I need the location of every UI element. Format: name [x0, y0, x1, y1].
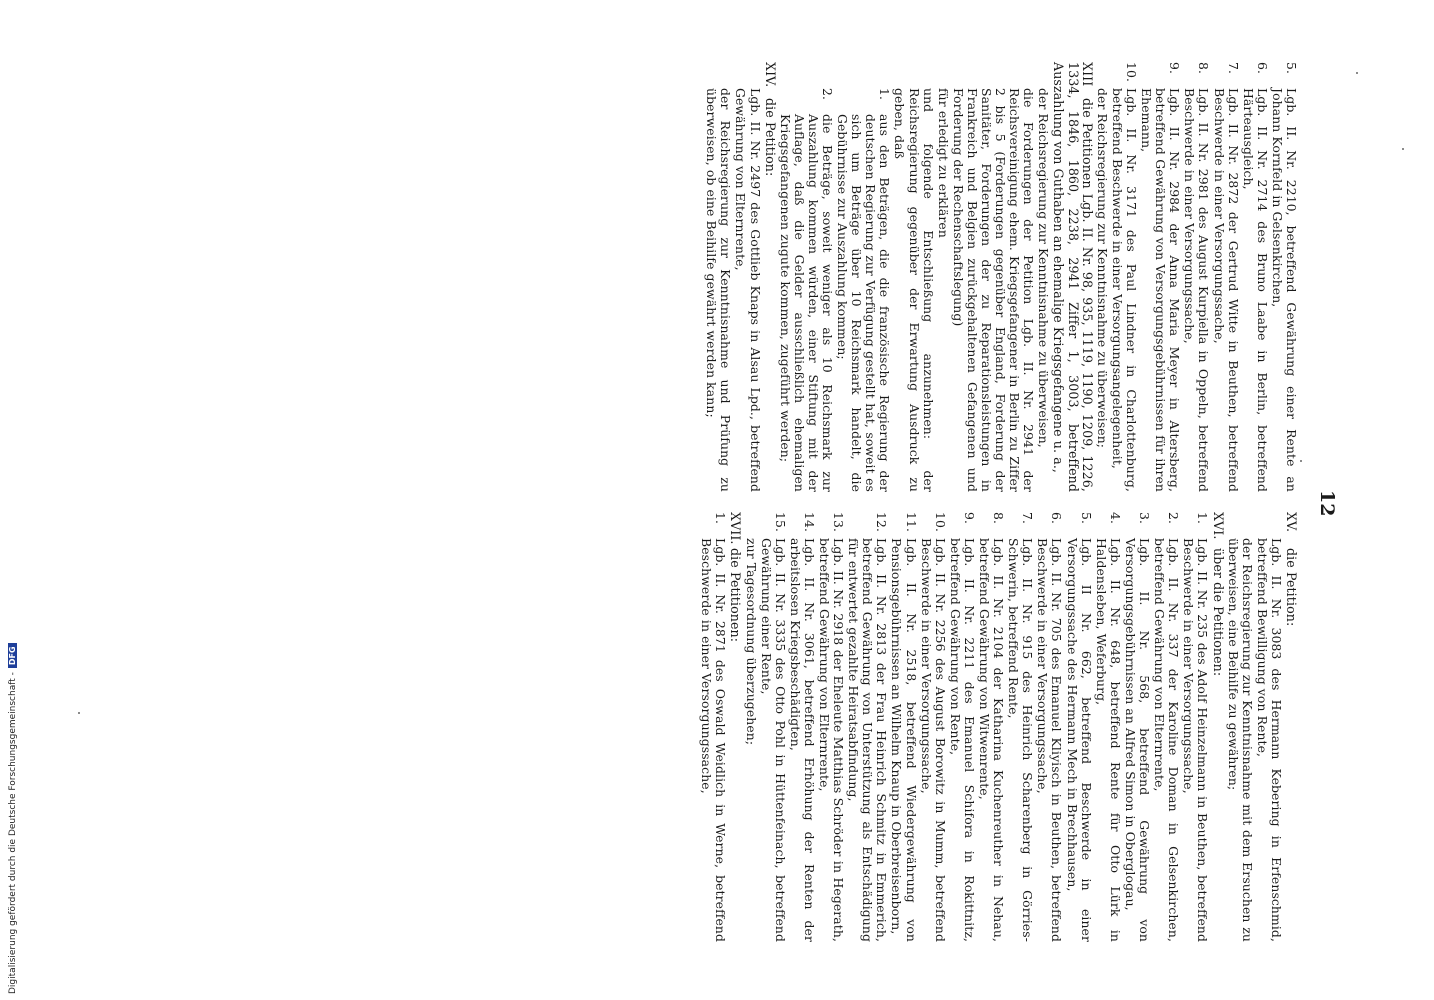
item-number: XIII [1079, 62, 1095, 87]
scan-speck [1356, 72, 1358, 74]
right-column-item [759, 512, 787, 942]
left-column-para [733, 62, 761, 492]
item-number: 4. [1107, 512, 1123, 525]
left-column-para [1095, 62, 1109, 492]
item-text: Lgb. II. Nr. 3335 des Otto Pohl in Hüttenfeinach, betreffend Gewährung einer Rente, [758, 538, 788, 942]
left-column-para [892, 62, 934, 492]
item-text: Lgb. II. Nr. 3171 des Paul Lindner in Charlottenburg, betreffend Beschwerde in einer Versorgungsangelegenheit, [1109, 88, 1139, 492]
item-text: zur Tagesordnung überzugehen; [743, 538, 759, 746]
item-text: der Reichsregierung zur Kenntnisnahme mit dem Ersuchen zu überweisen, eine Beihilfe zu gewähren; [1225, 538, 1255, 942]
item-text: Lgb. II. Nr. 2210, betreffend Gewährung einer Rente an Johann Kornfeld in Gelsenkirchen, [1269, 88, 1299, 492]
left-column-item [1270, 62, 1298, 492]
right-column-item [1181, 512, 1209, 942]
item-text: aus den Beträgen, die die französische Regierung der deutschen Regierung zur Verfügung gestellt hat, soweit es sich um Beträge über 10 Reichsmark handelt, die Gebührnisse zur Auszahlung kommen; [835, 114, 893, 492]
item-number: 1. [713, 512, 729, 525]
item-number: 5. [1284, 62, 1299, 75]
left-column-deep [835, 62, 891, 492]
item-text: Lgb. II. Nr. 2104 der Katharina Kuchenreuther in Nehau, betreffend Gewährung von Witwenrente, [977, 538, 1007, 942]
left-column-deep [778, 62, 834, 492]
right-column-item [889, 512, 917, 942]
item-number: 15. [772, 512, 788, 533]
item-number: 5. [1078, 512, 1094, 525]
scan-speck [78, 712, 80, 714]
item-text: der Reichsregierung zur Kenntnisnahme und Prüfung zu überweisen, ob eine Beihilfe gewährt werden kann; [704, 88, 734, 492]
item-text: die Petitionen: [728, 548, 744, 643]
item-text: Lgb. II. Nr. 337 der Karoline Doman in Gelsenkirchen, betreffend Gewährung von Elternrente, [1152, 538, 1182, 942]
left-column-para [936, 62, 950, 492]
item-number: 13. [831, 512, 847, 533]
item-text: der Reichsregierung zur Kenntnisnahme zu überweisen, [1036, 88, 1052, 448]
left-column-item [1110, 62, 1138, 492]
item-text: Lgb. II. Nr. 648, betreffend Rente für Otto Lürk in Haldensleben, Weferburg, [1093, 538, 1123, 942]
item-number: 11. [903, 512, 919, 533]
scan-speck [1402, 148, 1404, 150]
right-column-item [846, 512, 888, 942]
item-number: 9. [1167, 62, 1183, 75]
item-number: XIV. [762, 62, 778, 88]
item-number: 10. [932, 512, 948, 533]
right-column-heading [728, 512, 742, 942]
item-number: 7. [1225, 62, 1241, 75]
item-number: 2. [820, 88, 835, 101]
item-text: Lgb. II. Nr. 3083 des Hermann Kebering in Erfenschmid, betreffend Bewilligung von Rente, [1254, 538, 1284, 942]
item-text: Lgb. II. Nr. 568, betreffend Gewährung von Versorgungsgebührnissen an Alfred Simon in Oberglogau, [1122, 538, 1153, 942]
item-text: die Petition: [762, 98, 778, 177]
right-column-para [1255, 512, 1283, 942]
item-text: und folgende Entschließung anzunehmen: der Reichsregierung gegenüber der Erwartung Ausdruck zu geben, daß [892, 88, 936, 492]
left-column [703, 62, 1298, 492]
page-number: 12 [1316, 490, 1338, 517]
item-text: Lgb. II. Nr. 2871 des Oswald Weidlich in Werne, betreffend Beschwerde in einer Versorgungssache, [699, 538, 729, 942]
item-number: XV. [1284, 512, 1299, 533]
left-column-para [951, 62, 1036, 492]
left-column-item [1241, 62, 1269, 492]
item-text: Lgb. II. Nr. 2497 des Gottlieb Knaps in Alsau Lpd., betreffend Gewährung von Elternrente, [733, 88, 763, 492]
right-column-item [977, 512, 1005, 942]
left-column-para [704, 62, 732, 492]
right-column-item [817, 512, 845, 942]
item-text: die Petitionen Lgb. II. Nr. 98, 935, 1119, 1190, 1209, 1226, 1334, 1846, 1860, 2238, 2941 Ziffer 1, 3003, betreffend Auszahlung von Guthaben an ehemalige Kriegsgefangene u. a., [1051, 62, 1095, 492]
item-number: 1. [1195, 512, 1211, 525]
item-text: Lgb. II. Nr. 3061, betreffend Erhöhung der Renten der arbeitslosen Kriegsbeschädigten, [787, 538, 817, 942]
item-number: 2. [1166, 512, 1182, 525]
scan-speck [1300, 460, 1302, 462]
right-column-item [1065, 512, 1093, 942]
item-number: 12. [874, 512, 890, 533]
item-text: die Beträge, soweit weniger als 10 Reichsmark zur Auszahlung kommen würden, einer Stiftung mit der Auflage, daß die Gelder ausschließlich ehemaligen Kriegsgefangenen zugute kommen, zugeführt werden; [777, 114, 835, 492]
item-text: für erledigt zu erklären [935, 88, 951, 238]
item-number: 6. [1254, 62, 1270, 75]
digitization-credit [8, 643, 18, 994]
left-column-item [1182, 62, 1210, 492]
right-column-item [699, 512, 727, 942]
item-text: Lgb. II. Nr. 2981 des August Kurpiella in Oppeln, betreffend Beschwerde in einer Versorgungssache, [1182, 88, 1212, 492]
dfg-logo: DFG [8, 643, 17, 668]
item-text: über die Petitionen: [1210, 548, 1226, 677]
right-column-item [1035, 512, 1063, 942]
left-column-heading [763, 62, 777, 492]
item-text: Lgb. II Nr. 662, betreffend Beschwerde in einer Versorgungssache des Hermann Mech in Brechhausen, [1064, 538, 1094, 942]
item-text: Lgb. II. Nr. 705 des Emanuel Kliyisch in Beuthen, betreffend Beschwerde in einer Versorgungssache, [1035, 538, 1065, 942]
credit-text: Digitalisierung gefördert durch die Deutsche Forschungsgemeinschaft - [8, 672, 18, 994]
item-number: 1. [877, 88, 893, 101]
right-column [698, 512, 1298, 942]
left-column-para [1036, 62, 1050, 492]
item-text: Lgb. II. Nr. 2518, betreffend Wiedergewährung von Pensionsgebührnissen an Wilhelm Knaup in Oberbreisenborn, [889, 538, 919, 942]
right-column-item [919, 512, 947, 942]
item-text: Lgb. II. Nr. 2813 der Frau Heinrich Schmitz in Emmerich, betreffend Gewährung von Unterstützung als Entschädigung für entwertet gezahlte Heiratsabfindung, [846, 538, 890, 942]
right-column-para [1226, 512, 1254, 942]
item-text: Lgb. II. Nr. 2918 der Eheleute Matthias Schröder in Hegerath, betreffend Gewährung von Elternrente, [817, 538, 847, 942]
item-number: 14. [801, 512, 817, 533]
left-column-heading [1051, 62, 1093, 492]
item-text: die Petition: [1284, 548, 1299, 627]
item-number: XVI. [1210, 512, 1226, 540]
left-column-item [1139, 62, 1181, 492]
right-column-item [1123, 512, 1151, 942]
item-number: 8. [991, 512, 1007, 525]
item-text: Lgb. II. Nr. 2256 des August Borowitz in Mumm, betreffend Beschwerde in einer Versorgungssache, [918, 538, 948, 942]
item-number: 10. [1123, 62, 1139, 83]
item-text: die Forderungen der Petition Lgb. II. Nr. 2941 der Reichsvereinigung ehem. Kriegsgefangener in Berlin zu Ziffer 2 bis 5 (Forderungen gegenüber England, Forderung der Sanitäter, Forderungen der zu Reparationsleistungen in Frankreich und Belgien zurückgehaltenen Gefangenen und Forderung der Rechenschaftslegung) [950, 88, 1037, 492]
item-text: Lgb. II. Nr. 915 des Heinrich Scharenberg in Görries-Schwerin, betreffend Rente, [1006, 538, 1036, 942]
right-column-heading [1284, 512, 1298, 942]
item-number: 7. [1020, 512, 1036, 525]
item-text: Lgb. II. Nr. 2714 des Bruno Laabe in Berlin, betreffend Härteausgleich, [1240, 88, 1270, 492]
right-column-item [1152, 512, 1180, 942]
right-column-para [743, 512, 757, 942]
item-text: Lgb. II. Nr. 2984 der Anna Maria Meyer in Altersberg, betreffend Gewährung von Versorgungsgebührnissen für ihren Ehemann, [1139, 88, 1183, 492]
item-number: 6. [1049, 512, 1065, 525]
right-column-item [948, 512, 976, 942]
item-number: 9. [961, 512, 977, 525]
item-text: Lgb. II. Nr. 235 des Adolf Heinzelmann in Beuthen, betreffend Beschwerde in einer Versorgungssache, [1181, 538, 1211, 942]
item-number: XVII. [728, 512, 744, 545]
left-column-item [1211, 62, 1239, 492]
right-column-item [1006, 512, 1034, 942]
item-text: der Reichsregierung zur Kenntnisnahme zu überweisen; [1094, 88, 1110, 449]
item-text: Lgb. II. Nr. 2872 der Gertrud Witte in Beuthen, betreffend Beschwerde in einer Versorgungssache, [1211, 88, 1241, 492]
right-column-item [1094, 512, 1122, 942]
item-number: 8. [1196, 62, 1212, 75]
right-column-heading [1210, 512, 1224, 942]
item-number: 3. [1137, 512, 1153, 525]
item-text: Lgb. II. Nr. 2211 des Emanuel Schifora in Rokittnitz, betreffend Gewährung von Rente, [947, 538, 977, 942]
right-column-item [788, 512, 816, 942]
